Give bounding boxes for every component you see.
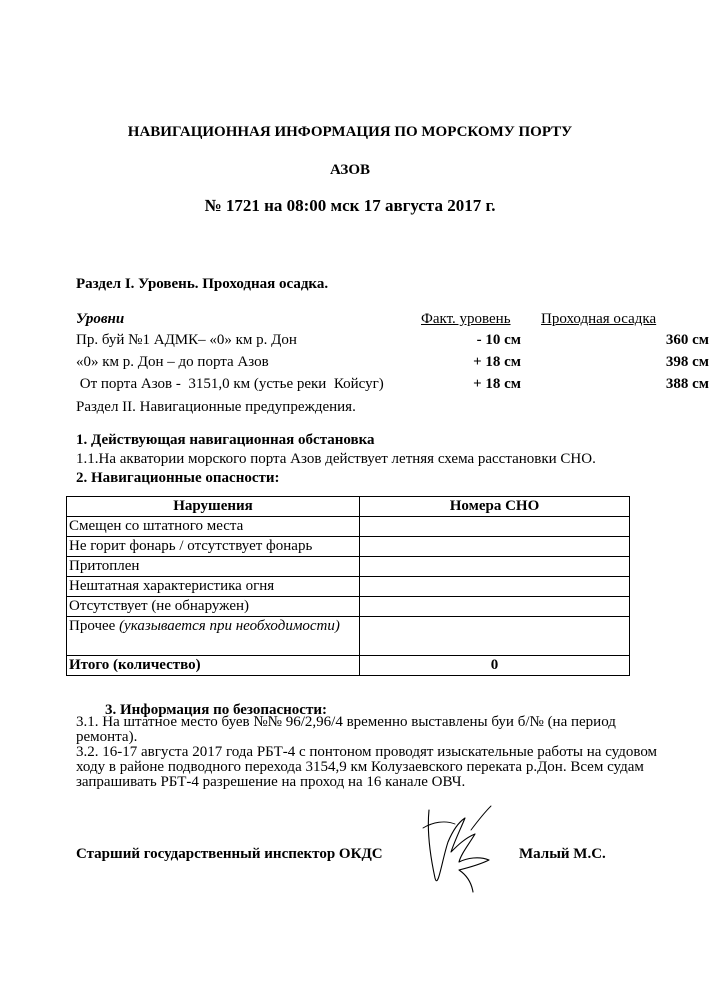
- violation-value: [360, 557, 630, 577]
- table-header-row: [67, 497, 630, 517]
- other-note: (указывается при необходимости): [119, 618, 340, 634]
- other-value: [360, 617, 630, 656]
- col-levels-header: Уровни: [76, 311, 125, 327]
- col-fact-header: Факт. уровень: [421, 311, 511, 327]
- other-cell: [67, 617, 360, 656]
- inspector-position: Старший государственный инспектор ОКДС: [76, 846, 383, 862]
- table-row: [67, 577, 630, 597]
- levels-header-row: [76, 311, 676, 331]
- table-row-other: [67, 617, 630, 656]
- violation-label: Смещен со штатного места: [67, 517, 360, 537]
- table-row: [67, 597, 630, 617]
- col-draft-header: Проходная осадка: [541, 311, 657, 327]
- safety-paragraph-2: 3.2. 16-17 августа 2017 года РБТ-4 с понтоном проводят изыскательные работы на судовом ходу в районе подводного перехода 3154,9 км Колузаевского переката р.Дон. Всем судам запрашивать РБТ-4 разрешение на проход на 16 канале ОВЧ.: [76, 744, 658, 790]
- safety-paragraph-1: 3.1. На штатное место буев №№ 96/2,96/4 временно выставлены буи б/№ (на период ремонта).: [76, 714, 616, 745]
- level-row: [76, 332, 709, 352]
- level-row-draft: 388 см: [665, 376, 709, 392]
- violation-value: [360, 517, 630, 537]
- hazards-title: 2. Навигационные опасности:: [76, 470, 280, 486]
- document-title: НАВИГАЦИОННАЯ ИНФОРМАЦИЯ ПО МОРСКОМУ ПОРТУ: [127, 124, 573, 140]
- violation-value: [360, 537, 630, 557]
- violation-label: Не горит фонарь / отсутствует фонарь: [67, 537, 360, 557]
- bulletin-number-date: № 1721 на 08:00 мск 17 августа 2017 г.: [204, 196, 496, 215]
- level-row-fact: + 18 см: [473, 376, 521, 392]
- level-row-name: Пр. буй №1 АДМК– «0» км р. Дон: [76, 332, 297, 348]
- total-label: Итого (количество): [67, 656, 360, 676]
- violation-label: Притоплен: [67, 557, 360, 577]
- table-row: [67, 537, 630, 557]
- level-row-draft: 398 см: [665, 354, 709, 370]
- violation-label: Отсутствует (не обнаружен): [67, 597, 360, 617]
- current-situation-title: 1. Действующая навигационная обстановка: [76, 432, 375, 448]
- header-violations: Нарушения: [67, 497, 360, 517]
- violation-value: [360, 597, 630, 617]
- level-row: [76, 354, 709, 374]
- port-name: АЗОВ: [329, 162, 371, 178]
- level-row-draft: 360 см: [665, 332, 709, 348]
- other-label: Прочее: [69, 618, 116, 634]
- table-row-total: [67, 656, 630, 676]
- level-row-fact: + 18 см: [473, 354, 521, 370]
- header-buoy-numbers: Номера СНО: [360, 497, 630, 517]
- level-row-name: От порта Азов - 3151,0 км (устье реки Койсуг): [76, 376, 384, 392]
- table-row: [67, 517, 630, 537]
- signature-image: [415, 800, 505, 900]
- safety-title: 3. Информация по безопасности:: [105, 702, 327, 718]
- current-situation-text: 1.1.На акватории морского порта Азов действует летняя схема расстановки СНО.: [76, 451, 596, 467]
- level-row: [76, 376, 709, 396]
- inspector-name: Малый М.С.: [519, 846, 606, 862]
- level-row-name: «0» км р. Дон – до порта Азов: [76, 354, 269, 370]
- section2-title: Раздел II. Навигационные предупреждения.: [76, 399, 356, 415]
- section1-title: Раздел I. Уровень. Проходная осадка.: [76, 276, 329, 292]
- violation-label: Нештатная характеристика огня: [67, 577, 360, 597]
- violation-value: [360, 577, 630, 597]
- table-row: [67, 557, 630, 577]
- total-value: 0: [360, 656, 630, 676]
- level-row-fact: - 10 см: [476, 332, 521, 348]
- violations-table: [66, 496, 630, 676]
